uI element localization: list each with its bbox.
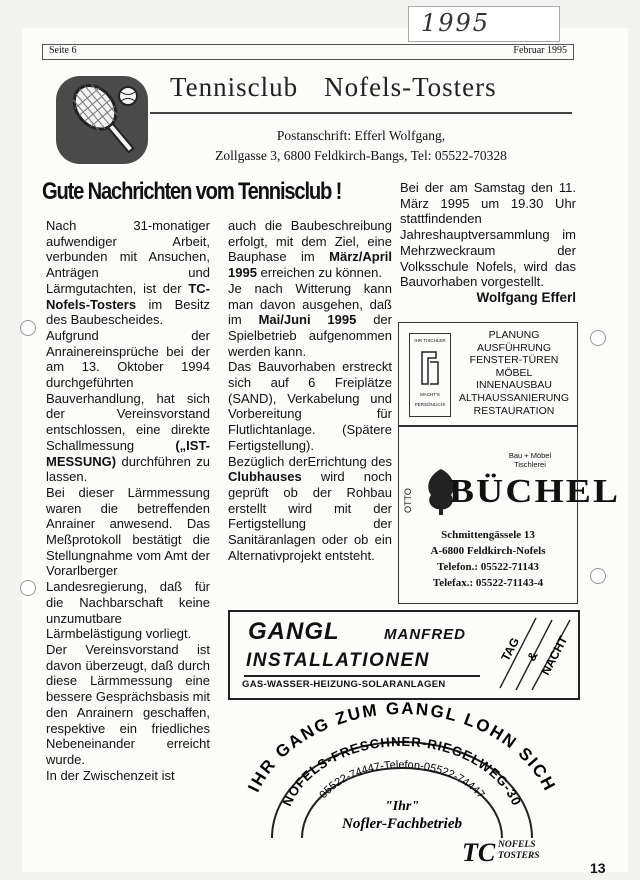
article-column-3 (400, 180, 576, 306)
tag-label: TAG (498, 635, 523, 664)
gangl-firstname: MANFRED (384, 626, 466, 643)
paragraph: Bei der am Samstag den 11. März 1995 um 19.30 Uhr stattfindenden Jahreshauptversammlung im Mehrzweckraum der Volksschule Nofels, wird das Bauvorhaben vorgestellt. (400, 180, 576, 290)
binder-hole (590, 330, 606, 346)
binder-hole (20, 580, 36, 596)
ad-tischler (398, 322, 578, 426)
gangl-name: GANGL (248, 618, 340, 645)
binder-hole (20, 320, 36, 336)
buechel-firstname: OTTO (403, 488, 413, 513)
gangl-business: INSTALLATIONEN (246, 650, 430, 671)
ad-gangl (228, 610, 580, 700)
service-line: MÖBEL (495, 366, 533, 379)
underline-rule (244, 675, 480, 677)
tischler-services (453, 329, 575, 417)
stamp-inner: 05522-74447-Telefon-05522-74447 (317, 758, 487, 802)
binder-hole (590, 568, 606, 584)
hand-plane-icon (418, 348, 442, 388)
tag-nacht-badge (496, 616, 574, 692)
stamp-outer: IHR GANG ZUM GANGL LOHN SICH (244, 700, 560, 795)
amp-label: & (524, 649, 541, 664)
footer-tc-logo: TC (462, 838, 496, 867)
fax: Telefax.: 05522-71143-4 (432, 577, 544, 589)
stamp-middle: NOFELS-FRESCHNER-RIEGELWEG-30 (279, 733, 525, 809)
paragraph: Der Vereinsvorstand ist davon überzeugt, daß durch diese Lärmmessung eine bessere Gesprächsbasis mit den Anrainern geschaffen, respektive ein friedliches Nebeneinander erreicht wurde. (46, 641, 211, 767)
header-rule (150, 112, 572, 114)
paragraph: Nach 31-monatiger aufwendiger Arbeit, verbunden mit Ansuchen, Anträgen und Lärmgutachten, ist der TC-Nofels-Tosters im Besitz des Baubescheides. (46, 218, 210, 328)
issue-date: Februar 1995 (513, 45, 567, 56)
emblem-text-top: IHR TISCHLER (414, 338, 446, 343)
service-line: ALTHAUSSANIERUNG (458, 391, 570, 404)
paragraph: auch die Baubeschreibung erfolgt, mit dem Ziel, eine Bauphase im März/April 1995 erreichen zu können. (228, 218, 392, 281)
street: Schmittengässele 13 (441, 529, 535, 541)
author-signature: Wolfgang Efferl (476, 289, 576, 305)
emblem-text-bottom: PERSÖNLICH! (414, 402, 446, 407)
buechel-contact (405, 527, 571, 591)
footer-club-name: NOFELS TOSTERS (498, 840, 540, 861)
postal-line: Postanschrift: Efferl Wolfgang, (276, 128, 446, 143)
buechel-tagline: Bau + Möbel Tischlerei (508, 451, 552, 469)
tennis-racket-logo-icon (56, 70, 152, 166)
club-title-part2: Nofels-Tosters (324, 72, 497, 102)
gangl-services: GAS-WASSER-HEIZUNG-SOLARANLAGEN (242, 679, 446, 690)
article-headline: Gute Nachrichten vom Tennisclub ! (42, 178, 342, 205)
stamp-ihr: "Ihr" (384, 799, 420, 814)
handwritten-year-box (408, 6, 560, 42)
address-line: Zollgasse 3, 6800 Feldkirch-Bangs, Tel: 05522-70328 (215, 148, 507, 163)
stamp-fach: Nofler-Fachbetrieb (342, 816, 462, 832)
club-title (170, 72, 570, 103)
page-header-bar (42, 44, 574, 60)
buechel-name: BÜCHEL (449, 473, 621, 510)
club-title-part1: Tennisclub (170, 72, 299, 102)
service-line: INNENAUSBAU (476, 379, 552, 392)
service-line: PLANUNG (488, 329, 540, 341)
page-number: 13 (590, 860, 606, 876)
service-line: RESTAURATION (473, 404, 555, 417)
paragraph: Bezüglich derErrichtung des Clubhauses wird noch geprüft ob der Rohbau erstellt wird mit der Fertigstellung der Sanitäranlagen oder ob ein Alternativprojekt entsteht. (228, 453, 392, 563)
ad-buechel (398, 426, 621, 604)
nacht-label: NACHT (538, 633, 571, 678)
paragraph: In der Zwischenzeit ist (46, 767, 175, 783)
emblem-text-mid: MACHT'S (420, 392, 440, 397)
paragraph: Aufgrund der Anrainereinsprüche bei der am 13. Oktober 1994 durchgeführten Bauverhandlung, hat sich der Vereinsvorstand entschlossen, eine direkte Schallmessung („IST-MESSUNG) durchführen zu lassen. (46, 327, 210, 485)
city: A-6800 Feldkirch-Nofels (430, 545, 546, 557)
page-label: Seite 6 (49, 45, 77, 56)
paragraph: Bei dieser Lärmmessung waren die betreffenden Anrainer anwesend. Das Meßprotokoll bestätigt die Stellungnahme vom Amt der Vorarlberger Landesregierung, daß für die Nachbarschaft keine unzumutbare Lärmbelästigung vorliegt. (46, 484, 210, 642)
gangl-stamp (228, 700, 576, 838)
tischler-emblem (409, 333, 451, 417)
paragraph: Je nach Witterung kann man davon ausgehen, daß im Mai/Juni 1995 der Spielbetrieb aufgenommen werden kann. (228, 280, 392, 359)
article-column-1 (46, 218, 210, 783)
service-line: AUSFÜHRUNG (476, 341, 552, 354)
handwritten-year: 1995 (421, 9, 491, 37)
service-line: FENSTER-TÜREN (469, 354, 559, 367)
article-column-2 (228, 218, 392, 563)
paragraph: Das Bauvorhaben erstreckt sich auf 6 Freiplätze (SAND), Verkabelung und Vorbereitung für Flutlichtanlage. (Spätere Fertigstellung). (228, 359, 392, 453)
phone: Telefon.: 05522-71143 (437, 561, 539, 573)
